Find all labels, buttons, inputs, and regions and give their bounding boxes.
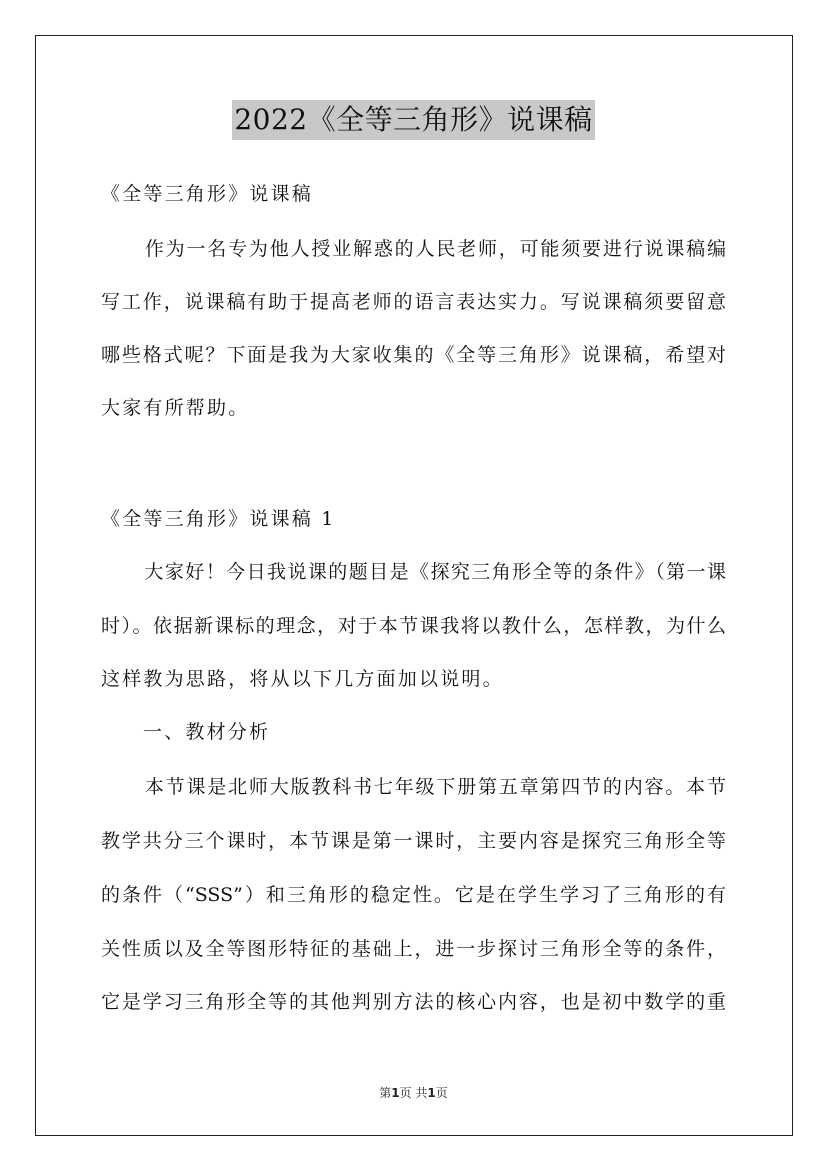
heading-1: 《全等三角形》说课稿 <box>101 183 314 205</box>
body1-line-1: 大家好！今日我说课的题目是《探究三角形全等的条件》（第一课 <box>143 561 726 583</box>
body1-line-2: 时）。依据新课标的理念，对于本节课我将以教什么，怎样教，为什么 <box>101 615 726 637</box>
intro-line-2: 写工作，说课稿有助于提高老师的语言表达实力。写说课稿须要留意 <box>101 291 726 313</box>
intro-line-4: 大家有所帮助。 <box>101 397 250 419</box>
intro-line-1: 作为一名专为他人授业解惑的人民老师，可能须要进行说课稿编 <box>143 238 726 260</box>
body2-line-2: 教学共分三个课时，本节课是第一课时，主要内容是探究三角形全等 <box>101 830 726 852</box>
body1-line-3: 这样教为思路，将从以下几方面加以说明。 <box>101 668 504 690</box>
footer-page-number: 1 <box>391 1086 400 1100</box>
footer-total-pages: 1 <box>427 1086 436 1100</box>
heading-2: 《全等三角形》说课稿 1 <box>101 508 336 530</box>
intro-line-3: 哪些格式呢？下面是我为大家收集的《全等三角形》说课稿，希望对 <box>101 344 726 366</box>
body2-line-3: 的条件（“SSS”）和三角形的稳定性。它是在学生学习了三角形的有 <box>101 884 726 906</box>
document-title: 2022《全等三角形》说课稿 <box>232 100 594 140</box>
body2-line-1: 本节课是北师大版教科书七年级下册第五章第四节的内容。本节 <box>143 776 726 798</box>
body2-line-5: 它是学习三角形全等的其他判别方法的核心内容，也是初中数学的重 <box>101 991 726 1013</box>
title-wrap <box>0 100 827 140</box>
body2-line-4: 关性质以及全等图形特征的基础上，进一步探讨三角形全等的条件， <box>101 938 726 960</box>
footer-mid: 页 共 <box>399 1086 428 1100</box>
footer-prefix: 第 <box>379 1086 392 1100</box>
page-footer <box>0 1084 827 1101</box>
section-heading-1: 一、教材分析 <box>143 721 271 743</box>
footer-suffix: 页 <box>435 1086 448 1100</box>
